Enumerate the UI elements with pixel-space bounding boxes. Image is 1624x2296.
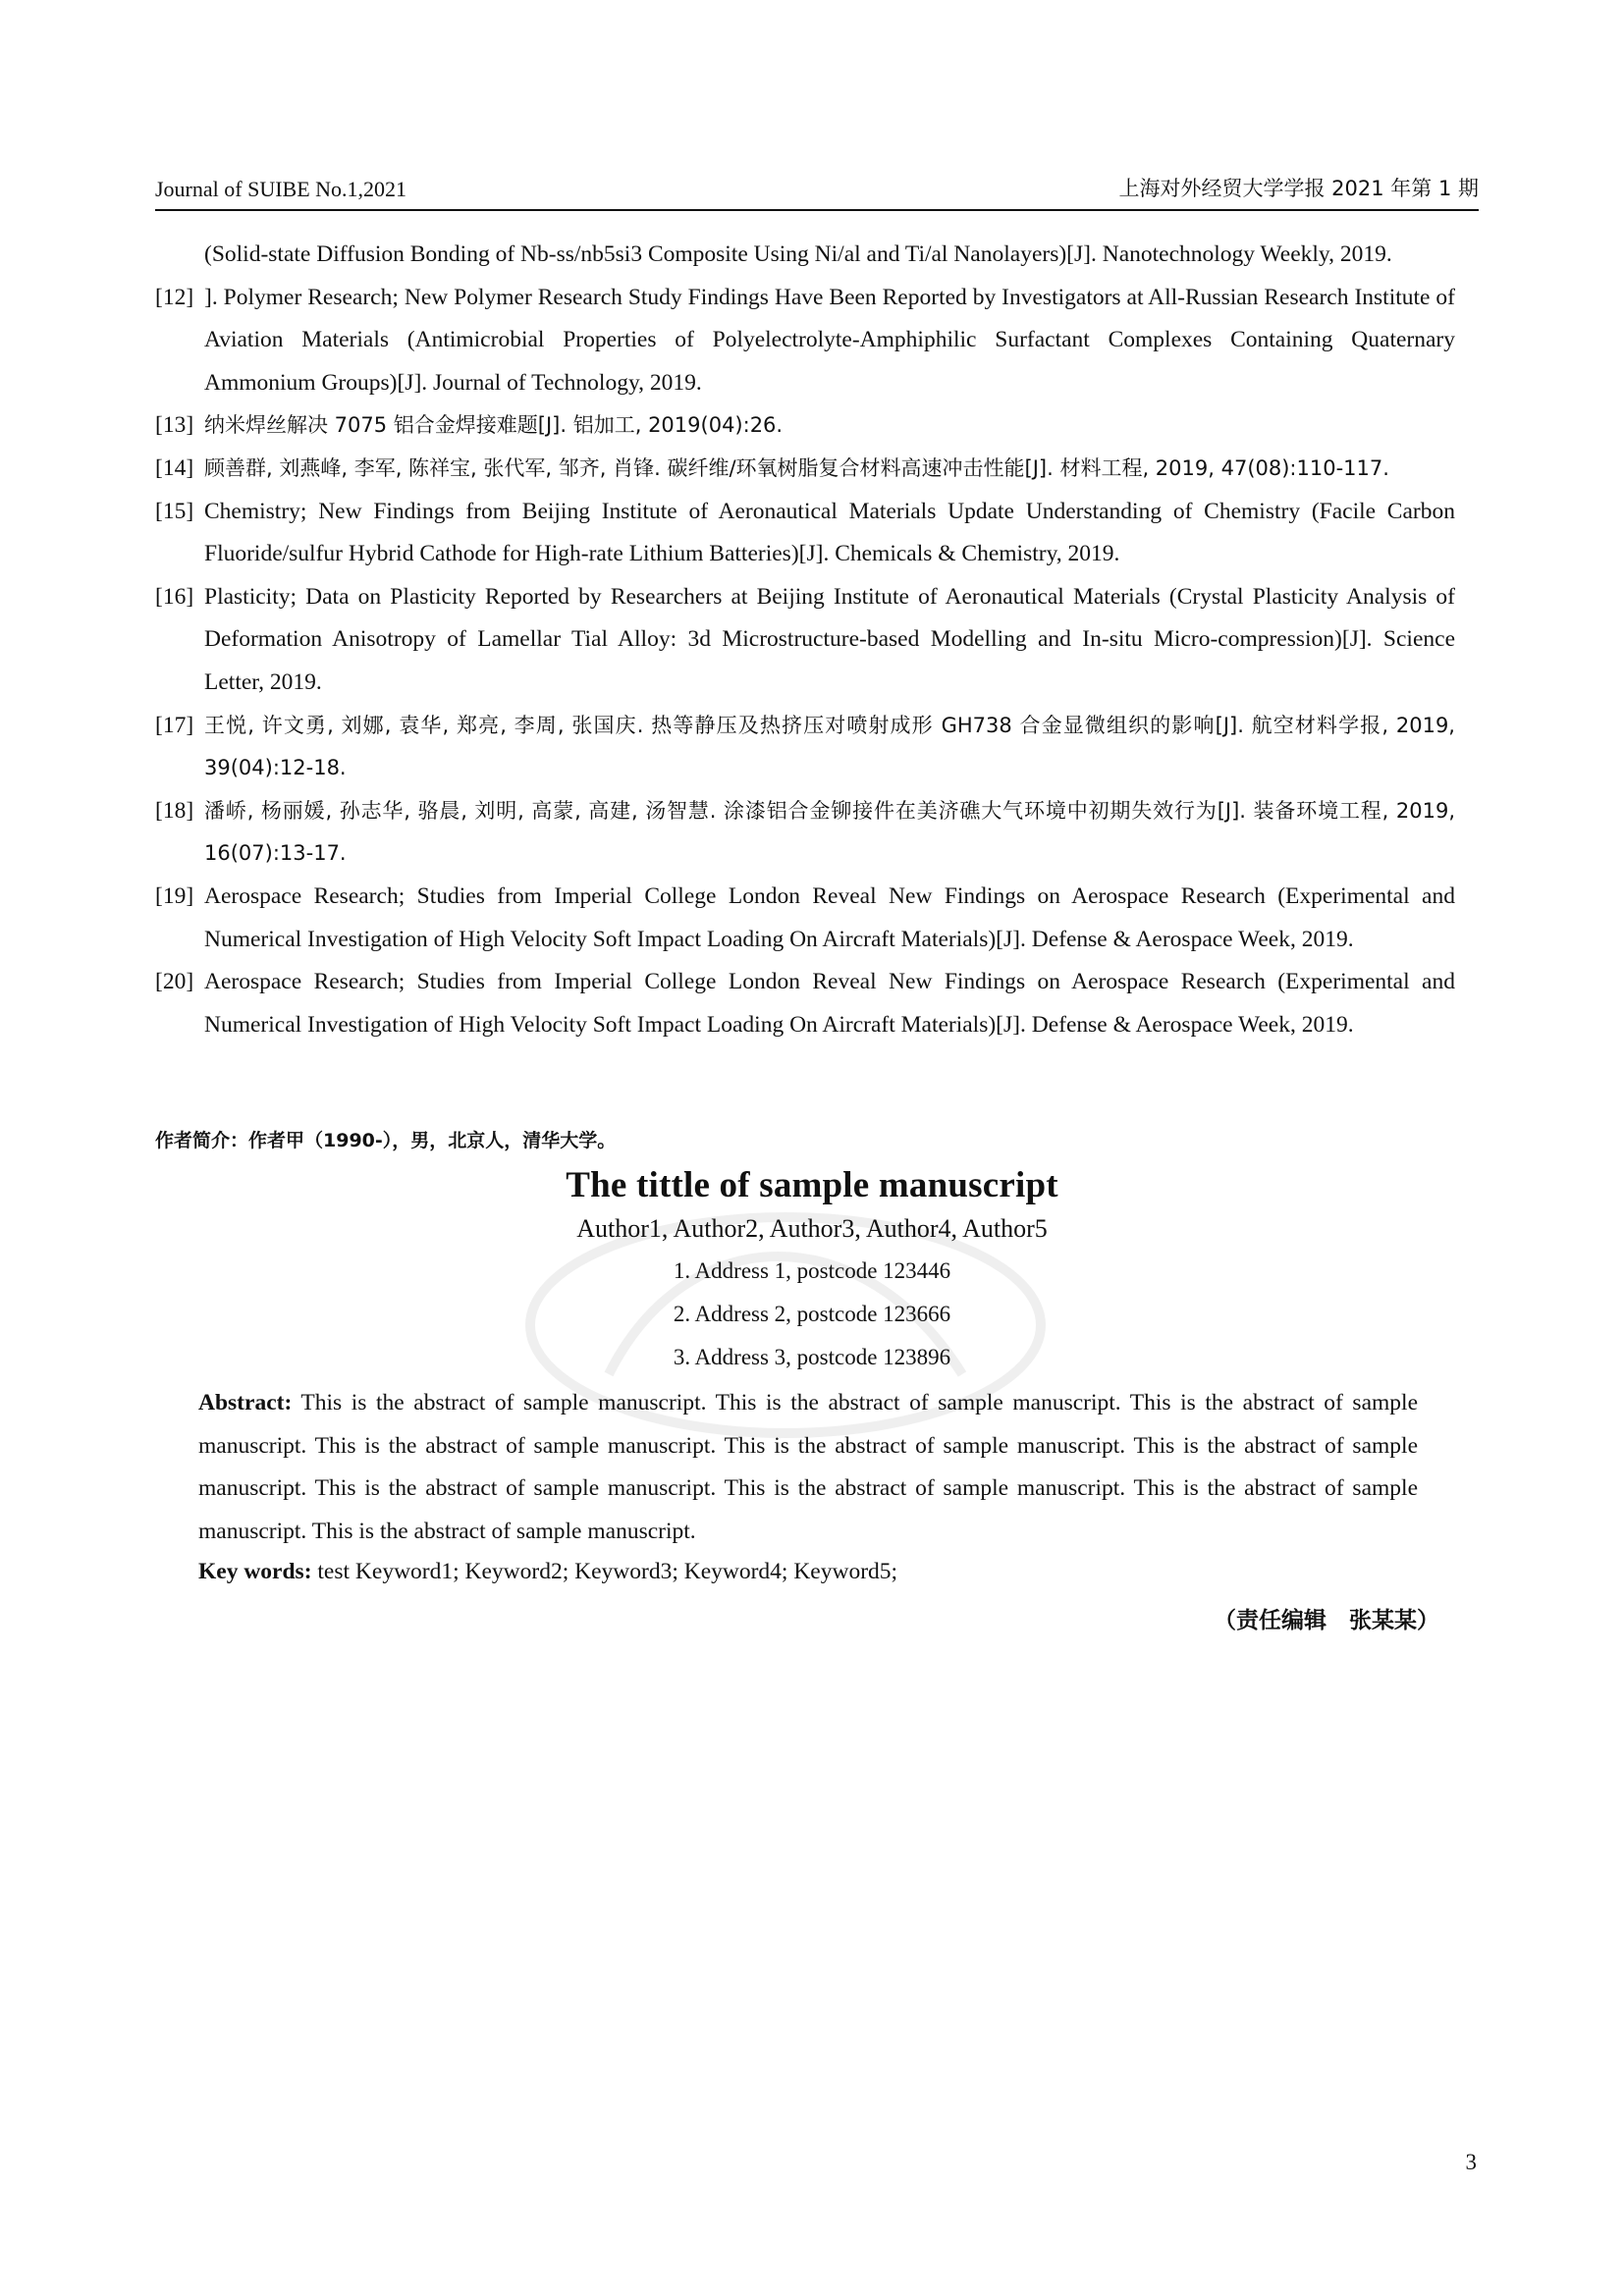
header-rule: [155, 209, 1479, 211]
page-header: [155, 173, 1479, 210]
reference-item: [155, 876, 1455, 961]
reference-list: [155, 234, 1455, 1046]
reference-text: 王悦, 许文勇, 刘娜, 袁华, 郑亮, 李周, 张国庆. 热等静压及热挤压对喷射成形 GH738 合金显微组织的影响[J]. 航空材料学报, 2019, 39(04):12-18.: [204, 713, 1455, 780]
reference-text: 潘峤, 杨丽媛, 孙志华, 骆晨, 刘明, 高蒙, 高建, 汤智慧. 涂漆铝合金铆接件在美济礁大气环境中初期失效行为[J]. 装备环境工程, 2019, 16(07):13-17.: [204, 798, 1455, 866]
reference-number: [19]: [155, 882, 194, 909]
reference-number: [13]: [155, 412, 194, 439]
abstract-label: Abstract:: [198, 1390, 293, 1415]
reference-number: [18]: [155, 797, 194, 824]
english-authors: Author1, Author2, Author3, Author4, Author5: [576, 1214, 1048, 1243]
reference-text: Aerospace Research; Studies from Imperial College London Reveal New Findings on Aerospace Research (Experimental and Numerical Investigation of High Velocity Soft Impact Loading On Aircraft Materials)[J]. Defense & Aerospace Week, 2019.: [204, 969, 1455, 1038]
reference-number: [12]: [155, 284, 194, 310]
english-keywords: [198, 1559, 897, 1585]
journal-name-english: Journal of SUIBE No.1,2021: [155, 177, 407, 201]
reference-item: [155, 277, 1455, 405]
address-line: 2. Address 2, postcode 123666: [673, 1302, 951, 1326]
reference-text: 顾善群, 刘燕峰, 李军, 陈祥宝, 张代军, 邹齐, 肖锋. 碳纤维/环氧树脂复合材料高速冲击性能[J]. 材料工程, 2019, 47(08):110-117.: [204, 455, 1389, 480]
reference-item: [155, 576, 1455, 705]
english-abstract: [198, 1382, 1418, 1553]
keywords-text: test Keyword1; Keyword2; Keyword3; Keyword4; Keyword5;: [317, 1559, 898, 1584]
address-line: 3. Address 3, postcode 123896: [673, 1345, 951, 1369]
reference-number: [15]: [155, 498, 194, 524]
reference-text: ]. Polymer Research; New Polymer Research Study Findings Have Been Reported by Investigators at All-Russian Research Institute of Aviation Materials (Antimicrobial Properties of Polyelectrolyte-Amphiphilic Surfactant Complexes Containing Quaternary Ammonium Groups)[J]. Journal of Technology, 2019.: [204, 284, 1455, 396]
reference-item: [155, 234, 1455, 277]
responsible-editor: （责任编辑 张某某）: [1214, 1608, 1439, 1633]
reference-number: [20]: [155, 969, 194, 995]
reference-text: Plasticity; Data on Plasticity Reported by Researchers at Beijing Institute of Aeronautical Materials (Crystal Plasticity Analysis of Deformation Anisotropy of Lamellar Tial Alloy: 3d Microstructure-based Modelling and In-situ Micro-compression)[J]. Science Letter, 2019.: [204, 583, 1455, 695]
reference-number: [17]: [155, 712, 194, 738]
reference-text: Chemistry; New Findings from Beijing Institute of Aeronautical Materials Update Understanding of Chemistry (Facile Carbon Fluoride/sulfur Hybrid Cathode for High-rate Lithium Batteries)[J]. Chemicals & Chemistry, 2019.: [204, 498, 1455, 567]
keywords-label: Key words:: [198, 1559, 312, 1584]
reference-item: [155, 404, 1455, 448]
reference-text: 纳米焊丝解决 7075 铝合金焊接难题[J]. 铝加工, 2019(04):26.: [204, 413, 784, 438]
journal-name-chinese: 上海对外经贸大学学报 2021 年第 1 期: [1118, 177, 1479, 200]
reference-item: [155, 961, 1455, 1046]
reference-item: [155, 790, 1455, 876]
abstract-text: This is the abstract of sample manuscript. This is the abstract of sample manuscript. This is the abstract of sample manuscript. This is the abstract of sample manuscript. This is the abstract of sample manuscript. This is the abstract of sample manuscript. This is the abstract of sample manuscript. This is the abstract of sample manuscript. This is the abstract of sample manuscript. This is the abstract of sample manuscript.: [198, 1390, 1418, 1544]
page-number: 3: [1465, 2150, 1477, 2174]
reference-text: (Solid-state Diffusion Bonding of Nb-ss/nb5si3 Composite Using Ni/al and Ti/al Nanolayers)[J]. Nanotechnology Weekly, 2019.: [204, 241, 1392, 267]
reference-item: [155, 705, 1455, 790]
english-title: The tittle of sample manuscript: [566, 1165, 1058, 1205]
reference-number: [16]: [155, 583, 194, 610]
reference-text: Aerospace Research; Studies from Imperial College London Reveal New Findings on Aerospace Research (Experimental and Numerical Investigation of High Velocity Soft Impact Loading On Aircraft Materials)[J]. Defense & Aerospace Week, 2019.: [204, 882, 1455, 952]
reference-item: [155, 491, 1455, 576]
address-line: 1. Address 1, postcode 123446: [673, 1258, 951, 1283]
author-bio: 作者简介：作者甲（1990-），男，北京人，清华大学。: [155, 1130, 617, 1151]
reference-item: [155, 448, 1455, 491]
reference-number: [14]: [155, 454, 194, 481]
